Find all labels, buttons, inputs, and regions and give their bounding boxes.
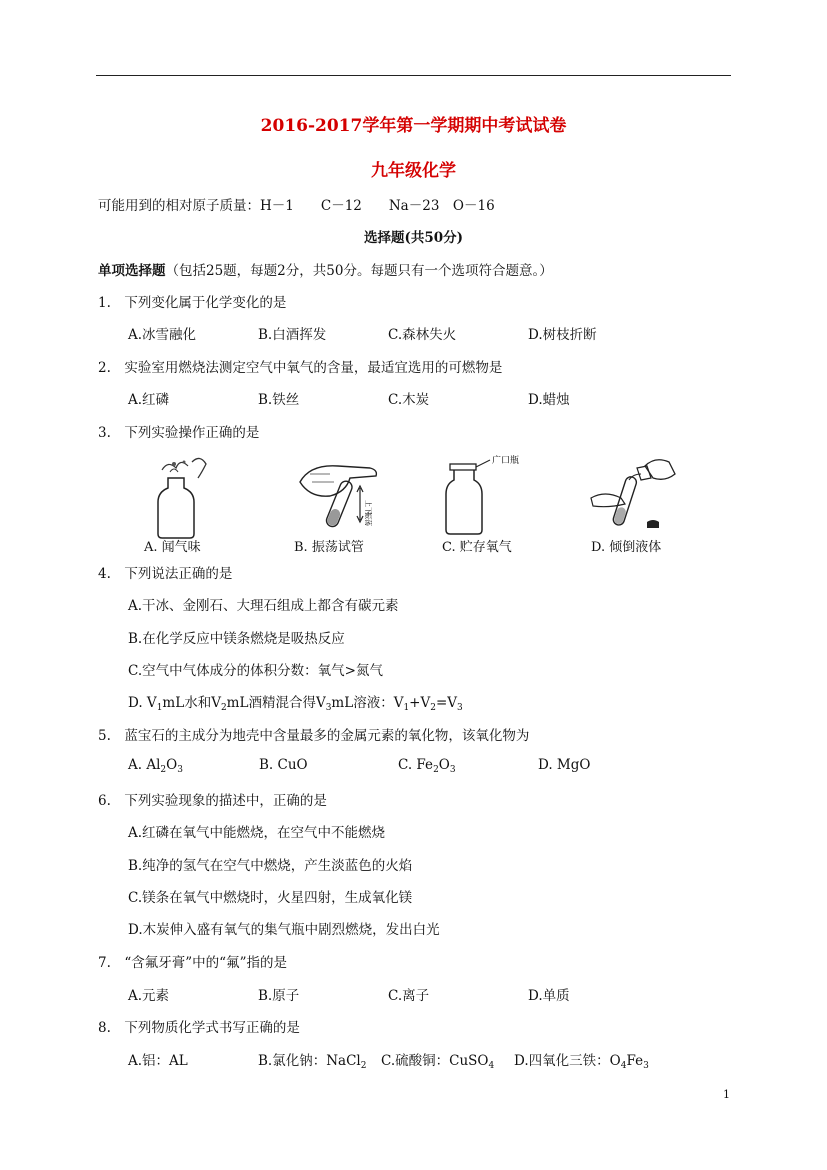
section-intro (98, 259, 553, 279)
figure-b-arrow-down-text: 振荡 (364, 512, 372, 526)
q4d-s2: 2 (220, 703, 227, 713)
q8-option-d (514, 1049, 649, 1071)
q4d-t2: mL水和V (162, 695, 221, 711)
top-rule (96, 75, 731, 76)
figure-b-shaking (290, 452, 410, 557)
figure-b-label: B. 振荡试管 (294, 540, 364, 555)
q7-stem: 7. “含氟牙膏”中的“氟”指的是 (98, 955, 287, 971)
q1-option-c: C.森林失火 (388, 327, 457, 343)
q7-option-d: D.单质 (528, 988, 570, 1004)
exam-subtitle: 九年级化学 (371, 161, 456, 181)
q6-option-d: D.木炭伸入盛有氧气的集气瓶中剧烈燃烧，发出白光 (128, 922, 440, 938)
q4d-s5: 2 (430, 703, 436, 713)
q6-option-c: C.镁条在氧气中燃烧时，火星四射，生成氧化镁 (128, 890, 413, 906)
q6-stem: 6. 下列实验现象的描述中，正确的是 (98, 793, 327, 809)
intro-rest: （包括25题，每题2分，共50分。每题只有一个选项符合题意。） (165, 263, 553, 279)
q7-option-c: C.离子 (388, 988, 430, 1004)
q2-option-d: D.蜡烛 (528, 392, 570, 408)
q4d-s3: 3 (325, 703, 332, 713)
q4d-t3: mL酒精混合得V (226, 695, 326, 711)
q5-option-c (398, 757, 456, 775)
q5c-s1: 2 (433, 765, 439, 775)
q5a-s2: 3 (177, 765, 183, 775)
q4-option-a: A.干冰、金刚石、大理石组成上都含有碳元素 (128, 598, 399, 614)
q5c-t1: C. Fe (398, 757, 434, 773)
figure-a-label: A. 闻气味 (144, 540, 201, 555)
q2-option-a: A.红磷 (128, 392, 170, 408)
figure-a-smelling (140, 452, 260, 557)
q2-option-b: B.铁丝 (258, 392, 300, 408)
q5c-s2: 3 (449, 765, 456, 775)
q5a-s1: 2 (160, 765, 167, 775)
q1-option-d: D.树枝折断 (528, 327, 597, 343)
q4-option-c: C.空气中气体成分的体积分数：氧气>氮气 (128, 663, 383, 679)
figure-b-arrow-up-text: 上下 (364, 500, 372, 514)
q5-option-d: D. MgO (538, 757, 591, 773)
q4d-t6: =V (435, 695, 458, 711)
figure-c-label: C. 贮存氧气 (442, 540, 512, 555)
q8-stem: 8. 下列物质化学式书写正确的是 (98, 1020, 300, 1036)
q4-stem: 4. 下列说法正确的是 (98, 566, 233, 582)
q8d-s2: 3 (643, 1061, 649, 1071)
page-number: 1 (723, 1088, 730, 1101)
figure-d-label: D. 倾倒液体 (591, 540, 662, 555)
q1-option-a: A.冰雪融化 (128, 327, 197, 343)
q4-option-b: B.在化学反应中镁条燃烧是吸热反应 (128, 631, 345, 647)
q8-option-c (381, 1049, 494, 1071)
intro-bold: 单项选择题 (98, 263, 166, 279)
q8d-s1: 4 (620, 1061, 627, 1071)
q7-option-a: A.元素 (128, 988, 170, 1004)
q3-stem: 3. 下列实验操作正确的是 (98, 425, 260, 441)
q5-option-b: B. CuO (259, 757, 308, 773)
q4d-t5: +V (409, 695, 431, 711)
q8-option-a: A.铝：AL (128, 1053, 188, 1069)
q8b-t1: B.氯化钠：NaCl (258, 1053, 361, 1069)
exam-title: 2016-2017学年第一学期期中考试试卷 (260, 116, 567, 136)
q8d-t2: Fe (626, 1053, 644, 1069)
q2-option-c: C.木炭 (388, 392, 430, 408)
atomic-masses: 可能用到的相对原子质量：H－1 C－12 Na－23 O－16 (98, 198, 495, 214)
q5-option-a (128, 757, 183, 775)
section-heading: 选择题(共50分) (363, 230, 464, 246)
q6-option-b: B.纯净的氢气在空气中燃烧，产生淡蓝色的火焰 (128, 858, 413, 874)
figure-c-storing (438, 452, 558, 557)
figure-d-pouring (585, 452, 705, 557)
q4-option-d (128, 691, 463, 713)
q8-option-b (258, 1049, 366, 1071)
q8b-s1: 2 (360, 1061, 367, 1071)
q8c-s1: 4 (488, 1061, 495, 1071)
q2-stem: 2. 实验室用燃烧法测定空气中氧气的含量，最适宜选用的可燃物是 (98, 360, 503, 376)
q4d-s6: 3 (457, 703, 463, 713)
q5c-t2: O (438, 757, 450, 773)
q4d-t1: D. V (128, 695, 157, 711)
q4d-s4: 1 (403, 703, 410, 713)
q8d-t1: D.四氧化三铁：O (514, 1053, 621, 1069)
q5-stem: 5. 蓝宝石的主成分为地壳中含量最多的金属元素的氧化物，该氧化物为 (98, 728, 530, 744)
q1-option-b: B.白酒挥发 (258, 327, 327, 343)
q5a-t1: A. Al (128, 757, 161, 773)
q7-option-b: B.原子 (258, 988, 300, 1004)
q6-option-a: A.红磷在氧气中能燃烧，在空气中不能燃烧 (128, 825, 386, 841)
q1-stem: 1. 下列变化属于化学变化的是 (98, 295, 287, 311)
q8c-t1: C.硫酸铜：CuSO (381, 1053, 489, 1069)
q4d-s1: 1 (156, 703, 163, 713)
q5a-t2: O (166, 757, 178, 773)
q4d-t4: mL溶液：V (331, 695, 404, 711)
figure-c-wide-mouth-label: 广口瓶 (492, 456, 520, 466)
